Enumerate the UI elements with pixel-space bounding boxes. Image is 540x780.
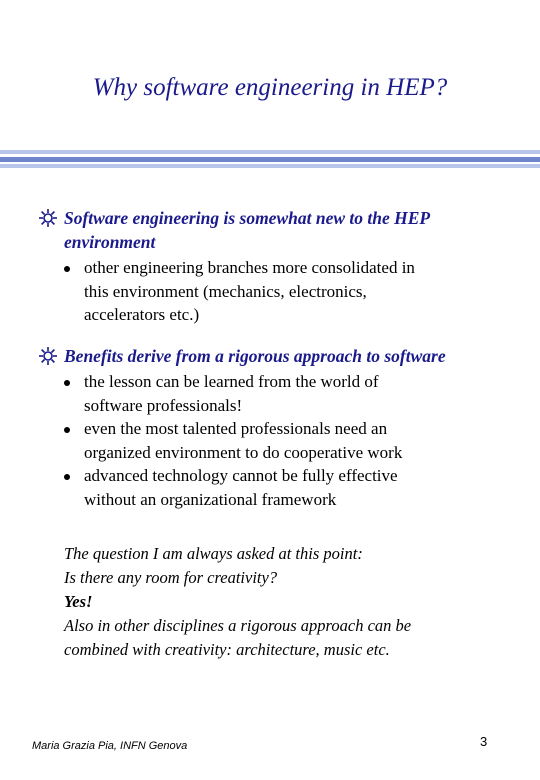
sub-line: software professionals! xyxy=(84,395,243,415)
closing-note xyxy=(64,542,524,662)
bullet-1-text xyxy=(64,206,430,254)
list-item xyxy=(58,464,528,511)
footer-author: Maria Grazia Pia, INFN Genova xyxy=(32,740,188,752)
bullet-2-sublist xyxy=(38,370,528,511)
gear-icon xyxy=(38,208,58,228)
answer-text: Yes! xyxy=(64,592,93,611)
closing-line: combined with creativity: architecture, music etc. xyxy=(64,640,390,659)
bullet-2-line: Benefits derive from a rigorous approach to software xyxy=(64,346,446,366)
sub-line: organized environment to do cooperative work xyxy=(84,442,403,462)
closing-line: Also in other disciplines a rigorous approach can be xyxy=(64,616,412,635)
page-number: 3 xyxy=(480,734,488,749)
sub-line: without an organizational framework xyxy=(84,489,337,509)
question-line: Is there any room for creativity? xyxy=(64,568,278,587)
sub-line: this environment (mechanics, electronics, xyxy=(84,281,367,301)
gear-icon xyxy=(38,346,58,366)
bullet-1-sublist xyxy=(38,256,528,327)
bullet-dot-icon xyxy=(64,474,70,480)
bullet-1-line: environment xyxy=(64,232,156,252)
sub-line: even the most talented professionals need an xyxy=(84,419,388,438)
bullet-dot-icon xyxy=(64,380,70,386)
bullet-dot-icon xyxy=(64,427,70,433)
sub-line: advanced technology cannot be fully effective xyxy=(84,466,398,485)
bullet-1 xyxy=(38,206,528,327)
bullet-dot-icon xyxy=(64,266,70,272)
sub-line: other engineering branches more consolidated in xyxy=(84,258,415,277)
bullet-2-text xyxy=(64,344,446,368)
title-rule-dark xyxy=(0,157,540,162)
list-item xyxy=(58,370,528,417)
sub-line: accelerators etc.) xyxy=(84,305,200,324)
bullet-1-line: Software engineering is somewhat new to the HEP xyxy=(64,208,431,228)
list-item xyxy=(58,256,528,327)
title-rule-light-top xyxy=(0,150,540,154)
list-item xyxy=(58,417,528,464)
question-line: The question I am always asked at this point: xyxy=(64,544,363,563)
title-rule-light-bottom xyxy=(0,164,540,168)
sub-line: the lesson can be learned from the world of xyxy=(84,372,379,391)
slide-title: Why software engineering in HEP? xyxy=(92,74,448,101)
bullet-2 xyxy=(38,344,528,511)
